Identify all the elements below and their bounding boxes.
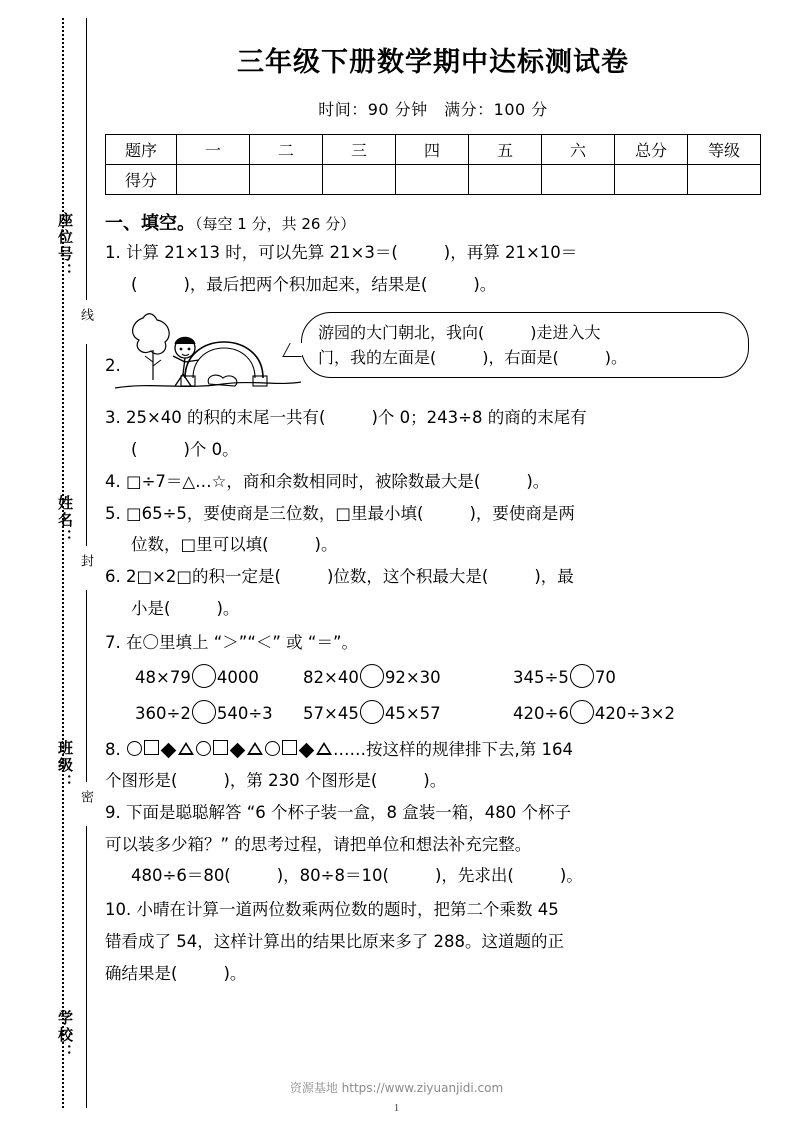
score-table-col-grade: 等级	[688, 135, 761, 165]
q8-text-d: )。	[423, 771, 447, 791]
diamond-shape-icon	[230, 742, 246, 758]
square-shape-icon	[282, 740, 297, 755]
q8-text-b: 个图形是(	[105, 771, 178, 791]
q10-text-b: 错看成了 54，这样计算出的结果比原来多了 288。这道题的正	[105, 931, 564, 951]
q7-text-a: 7. 在〇里填上 “＞”“＜” 或 “＝”。	[105, 633, 359, 653]
q7-circle-1[interactable]	[192, 664, 216, 688]
question-5-line-1	[105, 501, 763, 528]
rule-gap-line	[82, 300, 92, 344]
q3-text-c: (	[131, 440, 138, 460]
source-watermark: 资源基地 https://www.ziyuanjidi.com	[289, 1081, 504, 1095]
q7-right-1: 4000	[216, 668, 259, 688]
diamond-shape-icon	[161, 742, 177, 758]
table-row-score	[106, 165, 761, 195]
q2-text-a: 游园的大门朝北，我向(	[318, 323, 485, 343]
score-cell-total[interactable]	[615, 165, 688, 195]
q9-text-e: )，先求出(	[434, 866, 514, 886]
circle-shape-icon	[265, 741, 280, 756]
score-cell-grade[interactable]	[688, 165, 761, 195]
q7-item-2	[303, 663, 513, 693]
q3-text-b: )个 0；243÷8 的商的末尾有	[371, 408, 587, 428]
table-row-header	[106, 135, 761, 165]
paper-content	[103, 0, 763, 987]
score-table-col-2: 二	[250, 135, 323, 165]
q9-text-f: )。	[559, 866, 583, 886]
q6-text-e: )。	[216, 598, 240, 618]
q7-circle-4[interactable]	[192, 700, 216, 724]
q7-item-5	[303, 699, 513, 729]
score-cell-2[interactable]	[250, 165, 323, 195]
q7-right-4: 540÷3	[216, 703, 273, 723]
score-table-col-total: 总分	[615, 135, 688, 165]
circle-shape-icon	[196, 741, 211, 756]
q1-text-e: )。	[473, 274, 497, 294]
section-heading-text: 一、填空。	[105, 213, 195, 234]
section-heading-note: （每空 1 分，共 26 分）	[195, 215, 356, 233]
page-number: 1	[393, 1102, 400, 1114]
q3-text-d: )个 0。	[183, 440, 239, 460]
square-shape-icon	[144, 740, 159, 755]
q1-text-c: (	[131, 274, 138, 294]
page-title: 三年级下册数学期中达标测试卷	[237, 47, 629, 78]
q5-text-c: 位数，□里可以填(	[131, 535, 269, 555]
q5-text-a: 5. □65÷5，要使商是三位数，□里最小填(	[105, 503, 424, 523]
q2-bubble-line-1	[318, 321, 734, 346]
question-8-line-2	[105, 768, 763, 795]
section-heading	[105, 209, 763, 235]
question-6-line-1	[105, 564, 763, 591]
score-cell-6[interactable]	[542, 165, 615, 195]
q7-right-2: 92×30	[384, 668, 441, 688]
q6-text-d: 小是(	[131, 598, 171, 618]
question-7-row-1	[135, 663, 763, 693]
exam-meta: 时间：90 分钟 满分：100 分	[318, 100, 548, 119]
q2-text-b: )走进入大	[530, 323, 601, 343]
question-10-line-2	[105, 929, 763, 956]
score-table-row2-header: 得分	[106, 165, 177, 195]
q7-left-1: 48×79	[135, 668, 191, 688]
margin-label-name: 姓名：	[56, 495, 74, 546]
rule-gap-mi	[82, 782, 92, 826]
q2-text-d: )，右面是(	[482, 348, 559, 368]
q6-text-c: )，最	[534, 567, 574, 587]
triangle-shape-icon	[178, 742, 194, 755]
q3-text-a: 3. 25×40 的积的末尾一共有(	[105, 408, 326, 428]
q8-text-tail: ……按这样的规律排下去,第 164	[333, 739, 573, 759]
question-3-line-2	[105, 437, 763, 464]
score-cell-1[interactable]	[177, 165, 250, 195]
q1-text-d: )，最后把两个积加起来，结果是(	[183, 274, 428, 294]
q7-left-5: 57×45	[303, 703, 359, 723]
q7-circle-5[interactable]	[360, 700, 384, 724]
q7-right-5: 45×57	[384, 703, 441, 723]
question-10-line-1	[105, 897, 763, 924]
q7-right-3: 70	[594, 668, 616, 688]
score-cell-3[interactable]	[323, 165, 396, 195]
question-9-line-3	[105, 863, 763, 890]
q7-circle-2[interactable]	[360, 664, 384, 688]
q9-text-b: 可以装多少箱？” 的思考过程，请把单位和想法补充完整。	[105, 834, 532, 854]
q10-text-c: 确结果是(	[105, 963, 178, 983]
question-8-line-1	[105, 737, 763, 764]
score-table-col-1: 一	[177, 135, 250, 165]
score-table	[105, 134, 761, 195]
q2-bubble-line-2	[318, 346, 734, 371]
score-table-col-4: 四	[396, 135, 469, 165]
q6-text-a: 6. 2□×2□的积一定是(	[105, 567, 281, 587]
question-1-line-1	[105, 240, 763, 267]
q7-circle-6[interactable]	[570, 700, 594, 724]
question-5-line-2	[105, 532, 763, 559]
q1-text-b: )，再算 21×10＝	[443, 243, 578, 262]
q5-text-d: )。	[314, 535, 338, 555]
question-2-speech-bubble	[301, 312, 749, 378]
q7-right-6: 420÷3×2	[594, 703, 675, 723]
q9-text-d: )，80÷8＝10(	[276, 866, 389, 886]
square-shape-icon	[213, 740, 228, 755]
triangle-shape-icon	[316, 742, 332, 755]
circle-shape-icon	[127, 741, 142, 756]
question-1-line-2	[105, 272, 763, 299]
q9-text-c: 480÷6＝80(	[131, 866, 231, 886]
margin-label-line: 线	[78, 308, 93, 321]
margin-label-mi: 密	[78, 790, 93, 803]
margin-label-seat: 座位号：	[56, 212, 74, 280]
triangle-shape-icon	[247, 742, 263, 755]
q5-text-b: )，要使商是两	[469, 503, 575, 523]
q7-left-2: 82×40	[303, 668, 359, 688]
rule-gap-seal	[82, 546, 92, 590]
q6-text-b: )位数，这个积最大是(	[326, 567, 489, 587]
q7-circle-3[interactable]	[570, 664, 594, 688]
q10-text-a: 10. 小晴在计算一道两位数乘两位数的题时，把第二个乘数 45	[105, 900, 559, 920]
question-10-line-3	[105, 961, 763, 988]
q2-text-c: 门，我的左面是(	[318, 348, 437, 368]
score-table-col-3: 三	[323, 135, 396, 165]
q7-item-6	[513, 699, 675, 729]
margin-label-class: 班级：	[56, 740, 74, 791]
binding-dotted-line	[62, 18, 64, 1108]
score-cell-4[interactable]	[396, 165, 469, 195]
margin-label-seal: 封	[78, 554, 93, 567]
question-4-line-1	[105, 469, 763, 496]
question-2-number: 2.	[105, 356, 121, 376]
q8-text-c: )，第 230 个图形是(	[223, 771, 378, 791]
q7-item-1	[135, 663, 303, 693]
question-3-line-1	[105, 405, 763, 432]
q4-text-b: )。	[526, 471, 550, 491]
score-table-row1-header: 题序	[106, 135, 177, 165]
park-gate-illustration	[113, 304, 303, 400]
q1-text-a: 1. 计算 21×13 时，可以先算 21×3＝(	[105, 243, 398, 262]
question-7-row-2	[135, 699, 763, 729]
q10-text-d: )。	[223, 963, 247, 983]
q9-text-a: 9. 下面是聪聪解答 “6 个杯子装一盒，8 盒装一箱，480 个杯子	[105, 803, 572, 822]
q7-left-4: 360÷2	[135, 703, 191, 723]
q7-item-3	[513, 663, 616, 693]
q4-text-a: 4. □÷7＝△…☆，商和余数相同时，被除数最大是(	[105, 471, 481, 491]
q2-text-e: )。	[604, 348, 627, 368]
q8-prefix: 8.	[105, 739, 126, 759]
question-9-line-1	[105, 800, 763, 827]
q7-left-6: 420÷6	[513, 703, 569, 723]
q7-left-3: 345÷5	[513, 668, 569, 688]
diamond-shape-icon	[299, 742, 315, 758]
margin-label-school: 学校：	[56, 1010, 74, 1061]
score-table-col-5: 五	[469, 135, 542, 165]
question-7-line-1	[105, 630, 763, 657]
question-2	[103, 304, 763, 400]
question-6-line-2	[105, 596, 763, 623]
score-cell-5[interactable]	[469, 165, 542, 195]
question-9-line-2	[105, 832, 763, 859]
q7-item-4	[135, 699, 303, 729]
score-table-col-6: 六	[542, 135, 615, 165]
